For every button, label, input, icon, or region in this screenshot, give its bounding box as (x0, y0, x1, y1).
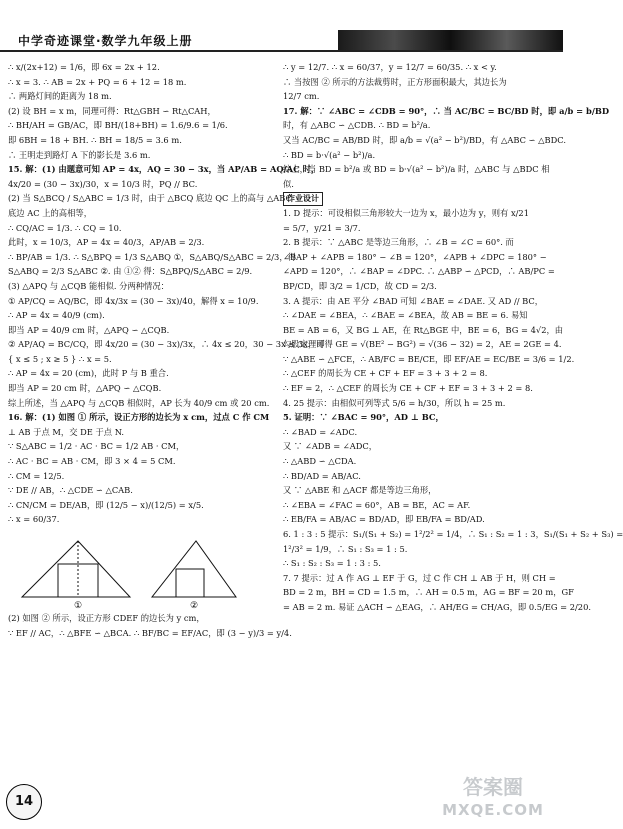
left-text-line: 16. 解：(1) 如图 ① 所示，设正方形的边长为 x cm，过点 C 作 CM (8, 412, 270, 423)
right-text-line: ∵ △ABE ∽ △FCE，∴ AB/FC = BE/CE，即 EF/AE = EC/BE = 3/6 = 1/2. (283, 353, 575, 364)
left-text-line: 综上所述，当 △APQ 与 △CQB 相似时，AP 长为 40/9 cm 或 20 cm. (8, 397, 270, 408)
right-text-line: 综上，当 BD = b²/a 或 BD = b·√(a² − b²)/a 时，△ABC 与 △BDC 相 (283, 164, 550, 175)
right-text-line: ∴ △ABD ∽ △CDA. (283, 456, 357, 467)
page-header (0, 0, 563, 50)
right-text-line: ∴ y = 12/7. ∴ x = 60/37，y = 12/7 = 60/35. ∴ x < y. (283, 62, 497, 72)
left-text-line: ∴ CN/CM = DE/AB，即 (12/5 − x)/(12/5) = x/5. (8, 499, 204, 510)
left-text-line: ∴ AC · BC = AB · CM，即 3 × 4 = 5 CM. (8, 456, 176, 467)
right-text-line: BP/CD，即 3/2 = 1/CD，故 CD = 2/3. (283, 280, 437, 291)
left-text-line: ∴ CM = 12/5. (8, 470, 65, 481)
left-text-line: 即当 AP = 40/9 cm 时，△APQ ∽ △CQB. (8, 324, 170, 335)
right-text-line: ∴ EF = 2，∴ △CEF 的周长为 CE + CF + EF = 3 + 3 + 2 = 8. (283, 383, 533, 394)
left-text-line: (2) 当 S△BCQ / S△ABC = 1/3 时，由于 △BCQ 底边 QC 上的高与 △ABC (8, 193, 292, 204)
right-text-line: 1. D 提示：可设相似三角形较大一边为 x，最小边为 y，则有 x/21 (283, 207, 529, 218)
right-text-line: = 5/7，y/21 = 3/7. (283, 222, 361, 233)
watermark (428, 774, 558, 824)
left-text-line: ∴ BP/AB = 1/3. ∴ S△BPQ = 1/3 S△ABQ ①，S△ABQ/S△ABC = 2/3，得 (8, 251, 296, 262)
right-text-line: ∴ S₁ : S₂ : S₃ = 1 : 3 : 5. (283, 558, 381, 569)
left-text-line: 15. 解：(1) 由题意可知 AP = 4x，AQ = 30 − 3x，当 AP/AB = AQ/AC 时， (8, 164, 320, 175)
watermark-line1: 答案圈 (463, 775, 523, 799)
left-text-line: ∴ AP = 4x = 20 (cm)，此时 P 与 B 重合. (8, 368, 169, 379)
right-text-line: 1²/3² = 1/9，∴ S₁ : S₃ = 1 : 5. (283, 543, 408, 554)
page-number: 14 (6, 784, 42, 820)
left-text-line: 即 6BH = 18 + BH. ∴ BH = 18/5 = 3.6 m. (8, 134, 182, 145)
right-text-line: ∴ BD = b·√(a² − b²)/a. (283, 149, 376, 160)
right-text-line: ∴ △CEF 的周长为 CE + CF + EF = 3 + 3 + 2 = 8. (283, 368, 488, 379)
header-banner-image (338, 30, 563, 50)
right-text-line: 又 ∵ ∠ADB = ∠ADC， (283, 441, 378, 452)
left-text-line: ∴ x = 3. ∴ AB = 2x + PQ = 6 + 12 = 18 m. (8, 76, 187, 87)
right-text-line: 时，有 △ABC ∽ △CDB. ∴ BD = b²/a. (283, 120, 431, 131)
right-text-line: 17. 解：∵ ∠ABC = ∠CDB = 90°，∴ 当 AC/BC = BC/BD 时，即 a/b = b/BD (283, 105, 610, 116)
right-text-line: 似. (283, 178, 294, 189)
left-text-line: { x ≤ 5 ; x ≥ 5 } ∴ x = 5. (8, 353, 112, 364)
right-text-line: 又当 AC/BC = AB/BD 时，即 a/b = √(a² − b²)/BD，有 △ABC ∽ △BDC. (283, 134, 566, 145)
header-title: 中学奇迹课堂·数学九年级上册 (18, 34, 193, 48)
right-text-line: ∴ BD/AD = AB/AC. (283, 470, 361, 481)
section-heading: 作业设计 (283, 192, 323, 206)
right-text-line: ∴ ∠EBA = ∠FAC = 60°，AB = BE，AC = AF. (283, 499, 471, 510)
right-text-line: ∴ 当按图 ② 所示的方法裁剪时，正方形面积最大，其边长为 (283, 76, 507, 87)
left-text-line: ② AP/AQ = BC/CQ，即 4x/20 = (30 − 3x)/3x，∴ 4x ≤ 20，30 − 3x ≤ 3x，即 (8, 339, 325, 350)
left-text-line: ∵ DE // AB，∴ △CDE ∽ △CAB. (8, 485, 133, 496)
right-text-line: 4. 25 提示：由相似可列等式 5/6 = h/30，所以 h = 25 m. (283, 397, 506, 408)
watermark-line2: MXQE.COM (442, 801, 544, 819)
right-text-line: ∠BAP + ∠APB = 180° − ∠B = 120°，∠APB + ∠DPC = 180° − (283, 251, 547, 262)
figure-label-2: ② (190, 601, 199, 611)
right-text-line: BE = AB = 6，又 BG ⊥ AE，在 Rt△BGE 中，BE = 6，BG = 4√2，由 (283, 324, 564, 335)
left-text-line: S△ABQ = 2/3 S△ABC ②. 由 ①② 得：S△BPQ/S△ABC = 2/9. (8, 266, 253, 277)
right-text-line: ∴ EB/FA = AB/AC = BD/AD，即 EB/FA = BD/AD. (283, 514, 485, 525)
left-text-line: 4x/20 = (30 − 3x)/30，x = 10/3 时，PQ // BC. (8, 178, 198, 189)
left-text-line: ∴ 王明走到路灯 A 下的影长是 3.6 m. (8, 149, 151, 160)
right-text-line: 3. A 提示：由 AE 平分 ∠BAD 可知 ∠BAE = ∠DAE. 又 AD // BC， (283, 295, 544, 306)
left-text-line: (2) 如图 ② 所示，设正方形 CDEF 的边长为 y cm， (8, 613, 205, 623)
right-text-line: ∠APD = 120°，∴ ∠BAP = ∠DPC. ∴ △ABP ∽ △PCD，∴ AB/PC = (283, 266, 555, 277)
right-text-line: = AB = 2 m. 易证 △ACH ∽ △EAG，∴ AH/EG = CH/AG，即 0.5/EG = 2/20. (283, 601, 591, 612)
left-text-line: ∴ CQ/AC = 1/3. ∴ CQ = 10. (8, 222, 122, 233)
right-column (283, 60, 623, 615)
left-text-line: ∴ AP = 4x = 40/9 (cm). (8, 310, 105, 321)
left-text-line: ① AP/CQ = AQ/BC，即 4x/3x = (30 − 3x)/40，解得 x = 10/9. (8, 295, 259, 306)
figure-label-1: ① (74, 601, 83, 611)
left-text-line: 底边 AC 上的高相等， (8, 207, 92, 218)
left-text-line: ∵ S△ABC = 1/2 · AC · BC = 1/2 AB · CM， (8, 441, 185, 452)
left-text-line: 此时，x = 10/3，AP = 4x = 40/3，AP/AB = 2/3. (8, 237, 205, 248)
left-text-line: ∴ x = 60/37. (8, 514, 60, 525)
left-text-line: ∴ BH/AH = GB/AC，即 BH/(18+BH) = 1.6/9.6 = 1/6. (8, 120, 228, 131)
left-text-line: ⊥ AB 于点 M，交 DE 于点 N. (8, 426, 125, 437)
right-text-line: 勾股定理可得 GE = √(BE² − BG²) = √(36 − 32) = 2，AE = 2GE = 4. (283, 339, 562, 350)
left-text-line: ∴ 两路灯间的距离为 18 m. (8, 91, 112, 102)
triangle-figures (8, 527, 273, 611)
right-text-line: ∴ ∠DAE = ∠BEA，∴ ∠BAE = ∠BEA，故 AB = BE = 6. 易知 (283, 310, 528, 321)
right-text-line: 12/7 cm. (283, 91, 320, 102)
right-text-line: ∴ ∠BAD = ∠ADC. (283, 426, 358, 437)
right-text-line: 6. 1 : 3 : 5 提示：S₁/(S₁ + S₂) = 1²/2² = 1/4，∴ S₁ : S₂ = 1 : 3，S₁/(S₁ + S₂ + S₃) = (283, 529, 623, 539)
left-text-line: 即当 AP = 20 cm 时，△APQ ∽ △CQB. (8, 383, 162, 394)
header-rule (0, 50, 563, 52)
left-text-line: ∴ x/(2x+12) = 1/6，即 6x = 2x + 12. (8, 62, 160, 72)
right-text-line (283, 191, 555, 206)
right-text-line: BD = 2 m，BH = CD = 1.5 m，∴ AH = 0.5 m，AG = BF = 20 m，GF (283, 587, 574, 598)
right-text-line: 2. B 提示：∵ △ABC 是等边三角形，∴ ∠B = ∠C = 60°. 而 (283, 237, 514, 248)
left-text-line: (3) △APQ 与 △CQB 能相似. 分两种情况： (8, 280, 169, 291)
right-text-line: 又 ∵ △ABE 和 △ACF 都是等边三角形， (283, 485, 437, 496)
left-text-line: ∵ EF // AC，∴ △BFE ∽ △BCA. ∴ BF/BC = EF/AC，即 (3 − y)/3 = y/4. (8, 627, 292, 638)
right-text-line: 7. 7 提示：过 A 作 AG ⊥ EF 于 G，过 C 作 CH ⊥ AB 于 H，则 CH = (283, 572, 556, 583)
right-text-line: 5. 证明：∵ ∠BAC = 90°，AD ⊥ BC， (283, 412, 444, 423)
left-text-line: (2) 设 BH = x m，同理可得：Rt△GBH ∽ Rt△CAH， (8, 105, 216, 116)
